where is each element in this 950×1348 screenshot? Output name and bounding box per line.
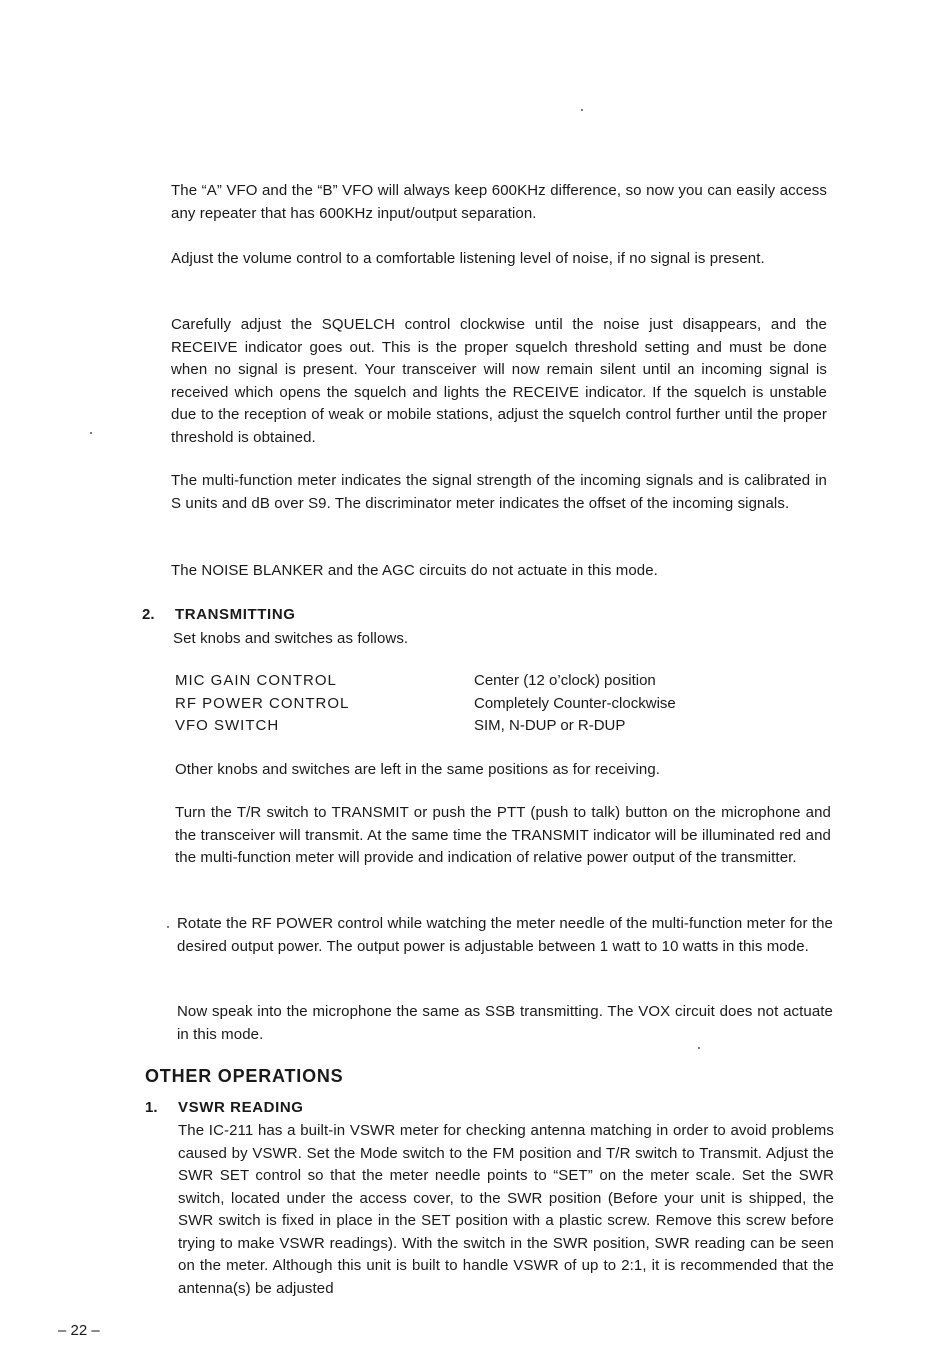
paragraph-vfo-difference: The “A” VFO and the “B” VFO will always keep 600KHz difference, so now you can easily access any repeater that has 600KHz input/output separation. [171,182,827,222]
scan-speck [90,432,92,434]
setting-control: RF POWER CONTROL [175,694,350,712]
setting-control: MIC GAIN CONTROL [175,672,337,689]
paragraph-vswr: The IC-211 has a built-in VSWR meter for checking antenna matching in order to avoid problems caused by VSWR. Set the Mode switch to the FM position and T/R switch to Transmit. Adjust the SWR SET control so that the meter needle points to “SET” on the meter scale. Set the SWR switch, located under the access cover, to the SWR position (Before your unit is shipped, the SWR switch is fixed in place in the SET position with a plastic screw. Remove this screw before trying to make VSWR readings). With the switch in the SWR position, SWR reading can be seen on the meter. Although this unit is built to handle VSWR of up to 2:1, it is recommended that the antenna(s) be adjusted [178,1122,834,1297]
setting-value: Center (12 o’clock) position [474,672,656,689]
transmitting-intro: Set knobs and switches as follows. [173,630,409,647]
setting-value: Completely Counter-clockwise [474,694,676,712]
paragraph-volume: Adjust the volume control to a comfortable listening level of noise, if no signal is present. [171,250,765,267]
section-number-vswr: 1. [145,1099,158,1116]
heading-other-operations: OTHER OPERATIONS [145,1066,344,1086]
paragraph-speak: Now speak into the microphone the same as SSB transmitting. The VOX circuit does not actuate in this mode. [177,1003,833,1043]
settings-row [175,693,735,716]
section-title-vswr: VSWR READING [178,1099,304,1116]
scan-speck [698,1047,700,1049]
scan-speck [581,109,583,111]
setting-control: VFO SWITCH [175,717,280,734]
section-number-transmitting: 2. [142,606,155,623]
settings-row [175,715,735,738]
settings-row [175,670,735,693]
paragraph-meter: The multi-function meter indicates the signal strength of the incoming signals and is calibrated in S units and dB over S9. The discriminator meter indicates the offset of the incoming signals. [171,472,827,512]
paragraph-squelch: Carefully adjust the SQUELCH control clockwise until the noise just disappears, and the RECEIVE indicator goes out. This is the proper squelch threshold setting and must be done when no signal is present. Your transceiver will now remain silent until an incoming signal is received which opens the squelch and lights the RECEIVE indicator. If the squelch is unstable due to the reception of weak or mobile stations, adjust the squelch control further until the proper threshold is obtained. [171,316,827,446]
paragraph-transmit: Turn the T/R switch to TRANSMIT or push the PTT (push to talk) button on the microphone and the transceiver will transmit. At the same time the TRANSMIT indicator will be illuminated red and the multi-function meter will provide and indication of relative power output of the transmitter. [175,804,831,866]
settings-table [175,670,735,738]
section-title-transmitting: TRANSMITTING [175,606,296,623]
paragraph-rf-power: Rotate the RF POWER control while watching the meter needle of the multi-function meter for the desired output power. The output power is adjustable between 1 watt to 10 watts in this mode. [177,915,833,955]
scan-speck [167,926,169,928]
paragraph-noise-blanker: The NOISE BLANKER and the AGC circuits do not actuate in this mode. [171,562,658,579]
page-number: – 22 – [58,1322,100,1339]
setting-value: SIM, N-DUP or R-DUP [474,717,626,734]
paragraph-other-knobs: Other knobs and switches are left in the same positions as for receiving. [175,761,661,778]
